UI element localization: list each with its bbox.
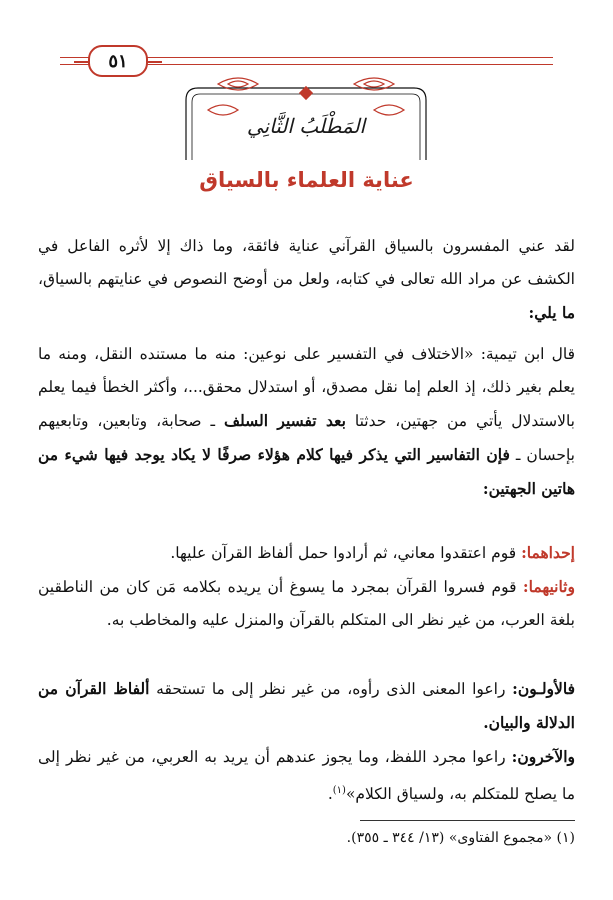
former-text: راعوا المعنى الذى رأوه، من غير نظر إلى ما تستحقه [156, 680, 506, 698]
latter-label: والآخرون: [511, 747, 575, 766]
first-label: إحداهما: [521, 543, 575, 562]
paragraph-quote [38, 338, 575, 506]
footnote-text: «مجموع الفتاوى» (١٣/ ٣٤٤ ـ ٣٥٥). [346, 830, 553, 846]
footnote-rule [360, 820, 575, 821]
quote-bold-1: بعد تفسير السلف [223, 411, 346, 430]
section-title: عناية العلماء بالسياق [199, 168, 414, 192]
paragraph-former [38, 672, 575, 740]
second-text: قوم فسروا القرآن بمجرد ما يسوغ أن يريده بكلامه مَن كان من الناطقين بلغة العرب، من غير نظر الى المتكلم بالقرآن والمنزل عليه والمخاطب به. [38, 578, 575, 629]
quote-bold-2: فإن التفاسير التي يذكر فيها كلام هؤلاء صرفًا لا يكاد يوجد فيها شيء من هاتين الجهتين: [38, 445, 575, 498]
former-label: فالأولـون: [512, 679, 576, 698]
quote-text-a: قال ابن تيمية: «الاختلاف في التفسير على نوعين: منه ما مستنده النقل، ومنه ما يعلم بغير ذلك، إذ العلم إما نقل مصدق، أو استدلال محقق...، وأكثر الخطأ فيما يعلم بالاستدلال يأتي من جهتين، حدثتا [38, 345, 575, 430]
second-label: وثانيهما: [522, 577, 575, 596]
footnote-number: (١) [556, 830, 575, 846]
page-number: ٥١ [88, 45, 148, 77]
footnote-ref: (١) [332, 785, 346, 796]
first-text: قوم اعتقدوا معاني، ثم أرادوا حمل ألفاظ القرآن عليها. [170, 544, 517, 562]
footnote [38, 830, 575, 846]
intro-text: لقد عني المفسرون بالسياق القرآني عناية فائقة، وما ذاك إلا لأثره الفاعل في الكشف عن مراد الله تعالى في كتابه، ولعل من أوضح النصوص في عنايتهم بالسياق، [38, 237, 575, 288]
section-label: المَطْلَبُ الثَّانِي [246, 114, 366, 138]
intro-bold: ما يلي: [528, 303, 575, 322]
paragraph-intro [38, 230, 575, 330]
quote-text-b: ـ صحابة، وتابعين، وتابعيهم بإحسان ـ [38, 412, 575, 464]
paragraph-second [38, 570, 575, 637]
latter-text: راعوا مجرد اللفظ، وما يجوز عندهم أن يريد به العربي، من غير نظر إلى ما يصلح للمتكلم به، ولسياق الكلام» [38, 748, 575, 804]
paragraph-first [38, 536, 575, 570]
paragraph-latter: والآخرون: راعوا مجرد اللفظ، وما يجوز عندهم أن يريد به العربي، من غير نظر إلى ما يصلح للمتكلم به، ولسياق الكلام»$^{(١)}$. [38, 747, 575, 804]
former-bold: ألفاظ القرآن من الدلالة والبيان. [38, 679, 575, 732]
